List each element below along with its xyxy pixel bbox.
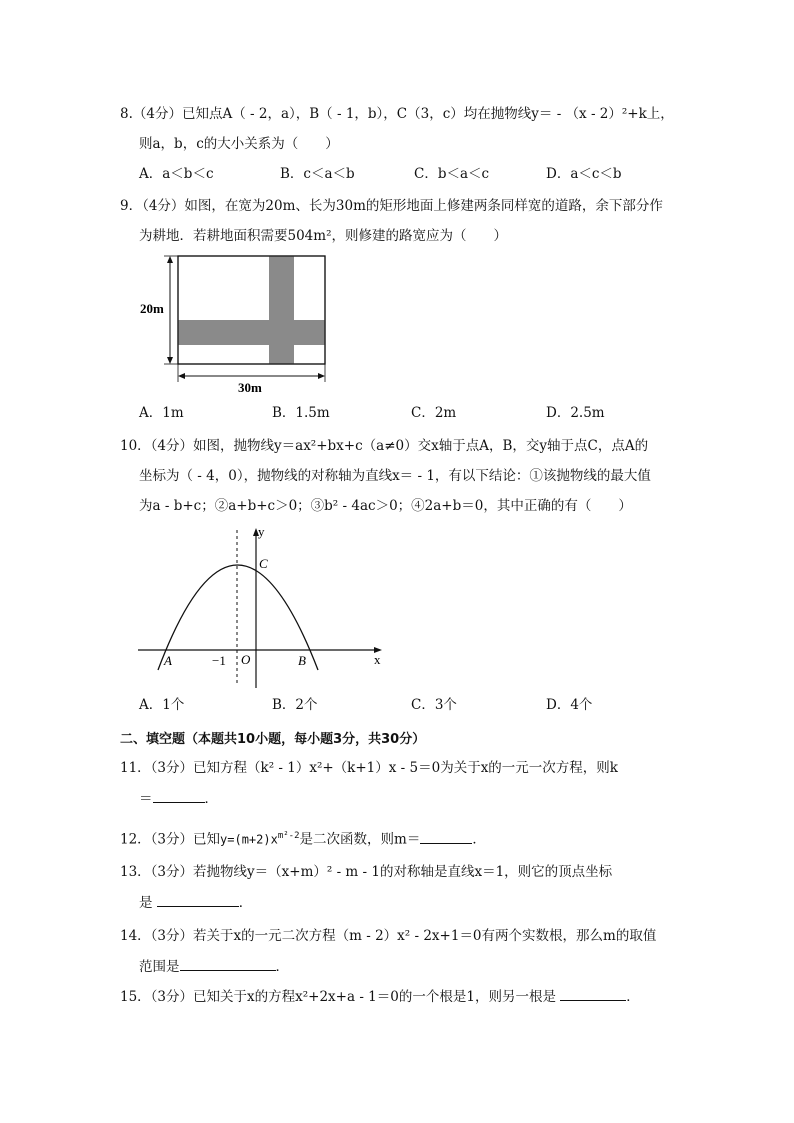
q13-line-1: 13．（3分）若抛物线y＝（x+m）² - m - 1的对称轴是直线x＝1，则它的顶点坐标 [120,864,613,880]
q10-option-c: C．3个 [411,697,457,713]
q9-line-2: 为耕地．若耕地面积需要504m²，则修建的路宽应为（ ） [139,228,507,244]
origin-label: O [241,652,251,667]
y-axis-label: y [258,524,265,539]
q8-line-1: 8.（4分）已知点A（ - 2，a），B（ - 1，b），C（3，c）均在抛物线y＝ - （x - 2）²+k上， [120,106,674,122]
q9-option-c: C．2m [411,405,457,421]
q12-exponent: m²-2 [277,831,300,841]
q12-formula: y=(m+2)x [220,832,278,847]
parabola-curve [158,565,318,670]
q12-line: 12．（3分）已知$y=(m+2)x^{m^2-2}$是二次函数，则m＝ ． [120,826,486,850]
q11-line-2: ＝ ． [139,788,218,809]
q8-line-2: 则a，b，c的大小关系为（ ） [139,136,339,152]
q10-line-3: 为a - b+c；②a+b+c＞0；③b² - 4ac＞0；④2a+b＝0，其中正确的有（ ） [139,498,632,514]
width-label: 30m [238,380,262,394]
q13-line-2: 是 ． [139,892,252,913]
q11-line-1: 11．（3分）已知方程（k² - 1）x²+（k+1）x - 5＝0为关于x的一元一次方程，则k [120,760,618,776]
q9-option-b: B．1.5m [272,405,330,421]
q8-option-b: B．c＜a＜b [280,166,355,182]
q15-text: 15．（3分）已知关于x的方程x²+2x+a - 1＝0的一个根是1，则另一根是 [120,989,556,1005]
q13-answer-blank[interactable] [157,892,239,907]
horizontal-road [178,320,325,345]
q9-option-a: A．1m [139,405,184,421]
q12-post: 是二次函数，则m＝ [299,831,421,848]
point-b-label: B [298,653,306,668]
height-label: 20m [140,301,164,316]
q10-option-d: D．4个 [546,697,593,713]
q11-answer-blank[interactable] [153,788,205,803]
neg-one-label: −1 [212,653,226,668]
q8-option-a: A．a＜b＜c [139,166,214,182]
q12-answer-blank[interactable] [420,829,472,844]
q9-option-d: D．2.5m [546,405,605,421]
field-rect [178,256,325,364]
q14-prefix: 范围是 [139,959,180,975]
q9-line-1: 9．（4分）如图，在宽为20m、长为30m的矩形地面上修建两条同样宽的道路，余下部分作 [120,198,663,214]
q15-line: 15．（3分）已知关于x的方程x²+2x+a - 1＝0的一个根是1，则另一根是 ． [120,986,640,1007]
q8-option-c: C．b＜a＜c [414,166,490,182]
parabola-figure [130,520,395,690]
vertical-road [269,256,294,364]
q10-line-2: 坐标为（ - 4，0），抛物线的对称轴为直线x＝ - 1，有以下结论：①该抛物线的最大值 [139,468,651,484]
q11-eq-sign: ＝ [139,791,153,807]
q10-option-b: B．2个 [272,697,318,713]
q13-prefix: 是 [139,895,153,911]
q12-pre: 12．（3分）已知 [120,831,221,848]
q8-option-d: D．a＜c＜b [546,166,622,182]
q14-answer-blank[interactable] [180,956,276,971]
point-c-label: C [259,556,268,571]
point-a-label: A [164,653,172,668]
q10-option-a: A．1个 [139,697,185,713]
q14-line-2: 范围是 ． [139,956,289,977]
x-axis-label: x [374,652,381,667]
road-rectangle-figure [130,248,340,394]
q14-line-1: 14．（3分）若关于x的一元二次方程（m - 2）x² - 2x+1＝0有两个实数根，那么m的取值 [120,928,657,944]
q10-line-1: 10．（4分）如图，抛物线y＝ax²+bx+c（a≠0）交x轴于点A，B，交y轴于点C，点A的 [120,438,649,454]
q15-answer-blank[interactable] [560,986,626,1001]
section-2-heading: 二、填空题（本题共10小题，每小题3分，共30分） [120,732,426,747]
